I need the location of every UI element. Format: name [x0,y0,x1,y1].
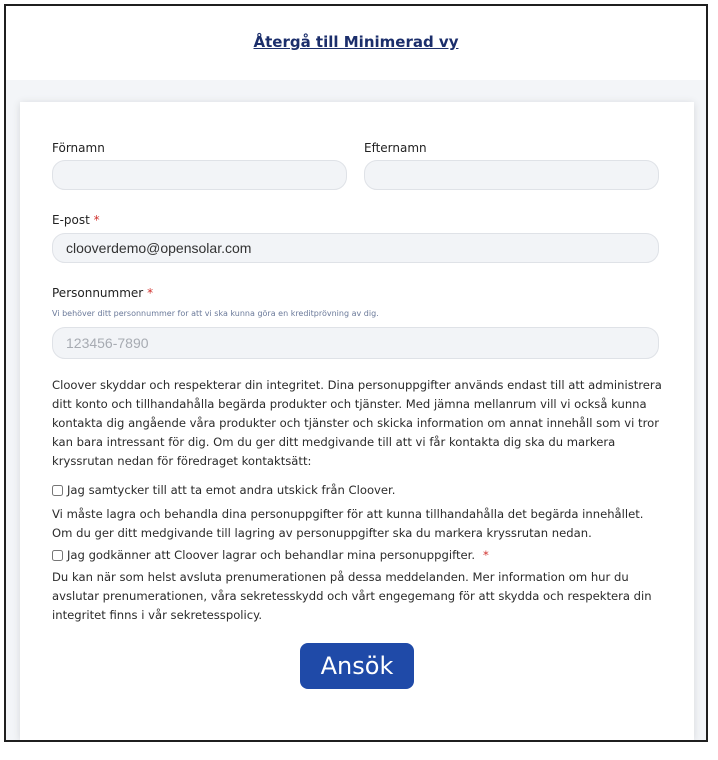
first-name-label: Förnamn [52,141,105,155]
storage-consent-checkbox[interactable] [52,550,63,561]
personal-number-field[interactable] [52,327,659,359]
storage-consent-label: Jag godkänner att Cloover lagrar och behandlar mina personuppgifter. [67,548,476,562]
personal-number-label-text: Personnummer [52,286,144,300]
personal-number-help-text: Vi behöver ditt personnummer for att vi ska kunna göra en kreditprövning av dig. [52,309,379,318]
data-storage-notice-text: Vi måste lagra och behandla dina personuppgifter för att kunna tillhandahålla det begärda innehållet. Om du ger ditt medgivande till lagring av personuppgifter ska du markera kryssrutan nedan. [52,507,644,540]
marketing-consent-row[interactable] [52,483,395,497]
storage-consent-row[interactable] [52,548,489,562]
personal-number-label [52,286,153,300]
marketing-consent-label: Jag samtycker till att ta emot andra utskick från Cloover. [67,483,396,497]
first-name-field[interactable] [52,160,347,190]
unsubscribe-notice-text: Du kan när som helst avsluta prenumerationen på dessa meddelanden. Mer information om hur du avslutar prenumerationen, våra sekretesskydd och vårt engegemang för att skydda och respektera din integritet finns i vår sekretesspolicy. [52,570,652,622]
page-frame [4,4,708,742]
personal-number-required-mark: * [147,286,154,300]
return-to-minimized-view-link[interactable]: Återgå till Minimerad vy [253,33,459,51]
last-name-field[interactable] [364,160,659,190]
apply-button[interactable]: Ansök [300,643,414,689]
email-field[interactable] [52,233,659,263]
privacy-notice-text: Cloover skyddar och respekterar din integritet. Dina personuppgifter används endast till att administrera ditt konto och tillhandahålla begärda produkter och tjänster. Med jämna mellanrum vill vi också kunna kontakta dig angående våra produkter och tjänster och skicka information om annat innehåll som vi tror kan bara intressant för dig. Om du ger ditt medgivande till att vi får kontakta dig ska du markera kryssrutan nedan för föredraget kontaktsätt: [52,378,662,468]
email-label-text: E-post [52,213,90,227]
email-required-mark: * [93,213,100,227]
email-label [52,213,100,227]
storage-consent-required-mark: * [483,548,489,562]
last-name-label: Efternamn [364,141,427,155]
application-form-card [20,102,694,740]
top-bar [6,6,706,80]
marketing-consent-checkbox[interactable] [52,485,63,496]
